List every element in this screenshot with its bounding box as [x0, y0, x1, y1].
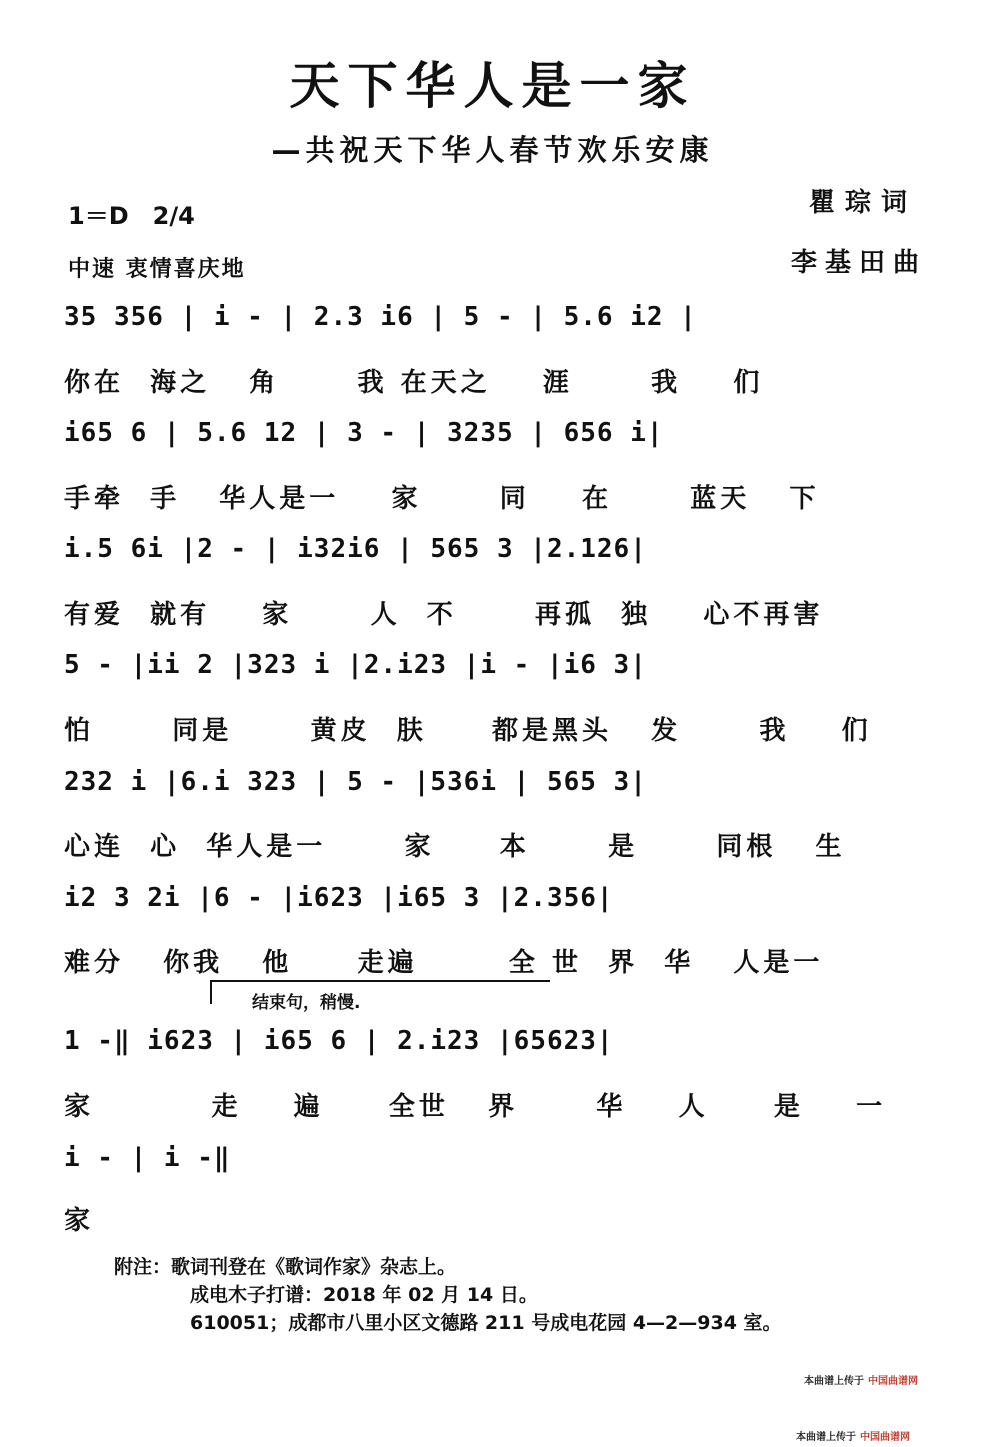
lyrics-row: 你在 海之 角 我 在天之 涯 我 们 — [64, 368, 764, 398]
lyrics-row: 难分 你我 他 走遍 全 世 界 华 人是一 — [64, 948, 824, 978]
lyrics-row: 怕 同是 黄皮 肤 都是黑头 发 我 们 — [64, 716, 872, 746]
watermark-site: 中国曲谱网 — [860, 1432, 910, 1443]
footnote-line: 610051；成都市八里小区文德路 211 号成电花园 4—2—934 室。 — [190, 1312, 782, 1334]
composer-credit: 李基田曲 — [790, 248, 927, 278]
watermark-text: 本曲谱上传于 — [796, 1432, 856, 1443]
watermark-text: 本曲谱上传于 — [804, 1376, 864, 1387]
watermark — [804, 1372, 918, 1387]
ending-bracket-tick — [210, 980, 212, 1004]
lyrics-row: 手牵 手 华人是一 家 同 在 蓝天 下 — [64, 484, 820, 514]
song-title: 天下华人是一家 — [289, 56, 696, 115]
ending-remark: 结束句，稍慢. — [252, 993, 361, 1013]
lyrics-row: 心连 心 华人是一 家 本 是 同根 生 — [64, 832, 846, 862]
song-subtitle: —共祝天下华人春节欢乐安康 — [271, 133, 714, 167]
lyrics-row: 家 — [64, 1206, 95, 1236]
key-signature: 1＝D 2/4 — [68, 202, 195, 230]
notation-row: 35 356 | i - | 2.3 i6 | 5 - | 5.6 i2 | — [64, 302, 697, 332]
lyricist-credit: 瞿琮词 — [808, 188, 917, 218]
notation-row: 1 -‖ i623 | i65 6 | 2.i23 |65623| — [64, 1026, 614, 1056]
notation-row: 5 - |ii 2 |323 i |2.i23 |i - |i6 3| — [64, 650, 647, 680]
notation-row: i - | i -‖ — [64, 1143, 231, 1173]
footnote-line: 成电木子打谱：2018 年 02 月 14 日。 — [190, 1284, 538, 1306]
tempo-marking: 中速 衷情喜庆地 — [68, 257, 246, 282]
lyrics-row: 有爱 就有 家 人 不 再孤 独 心不再害 — [64, 600, 824, 630]
watermark-site: 中国曲谱网 — [868, 1376, 918, 1387]
watermark — [796, 1428, 910, 1443]
lyrics-row: 家 走 遍 全世 界 华 人 是 一 — [64, 1092, 887, 1122]
notation-row: i65 6 | 5.6 12 | 3 - | 3235 | 656 i| — [64, 418, 664, 448]
notation-row: i2 3 2i |6 - |i623 |i65 3 |2.356| — [64, 883, 614, 913]
notation-row: 232 i |6.i 323 | 5 - |536i | 565 3| — [64, 767, 647, 797]
notation-row: i.5 6i |2 - | i32i6 | 565 3 |2.126| — [64, 534, 647, 564]
ending-bracket-line — [210, 980, 550, 982]
footnote-line: 附注：歌词刊登在《歌词作家》杂志上。 — [114, 1256, 457, 1278]
